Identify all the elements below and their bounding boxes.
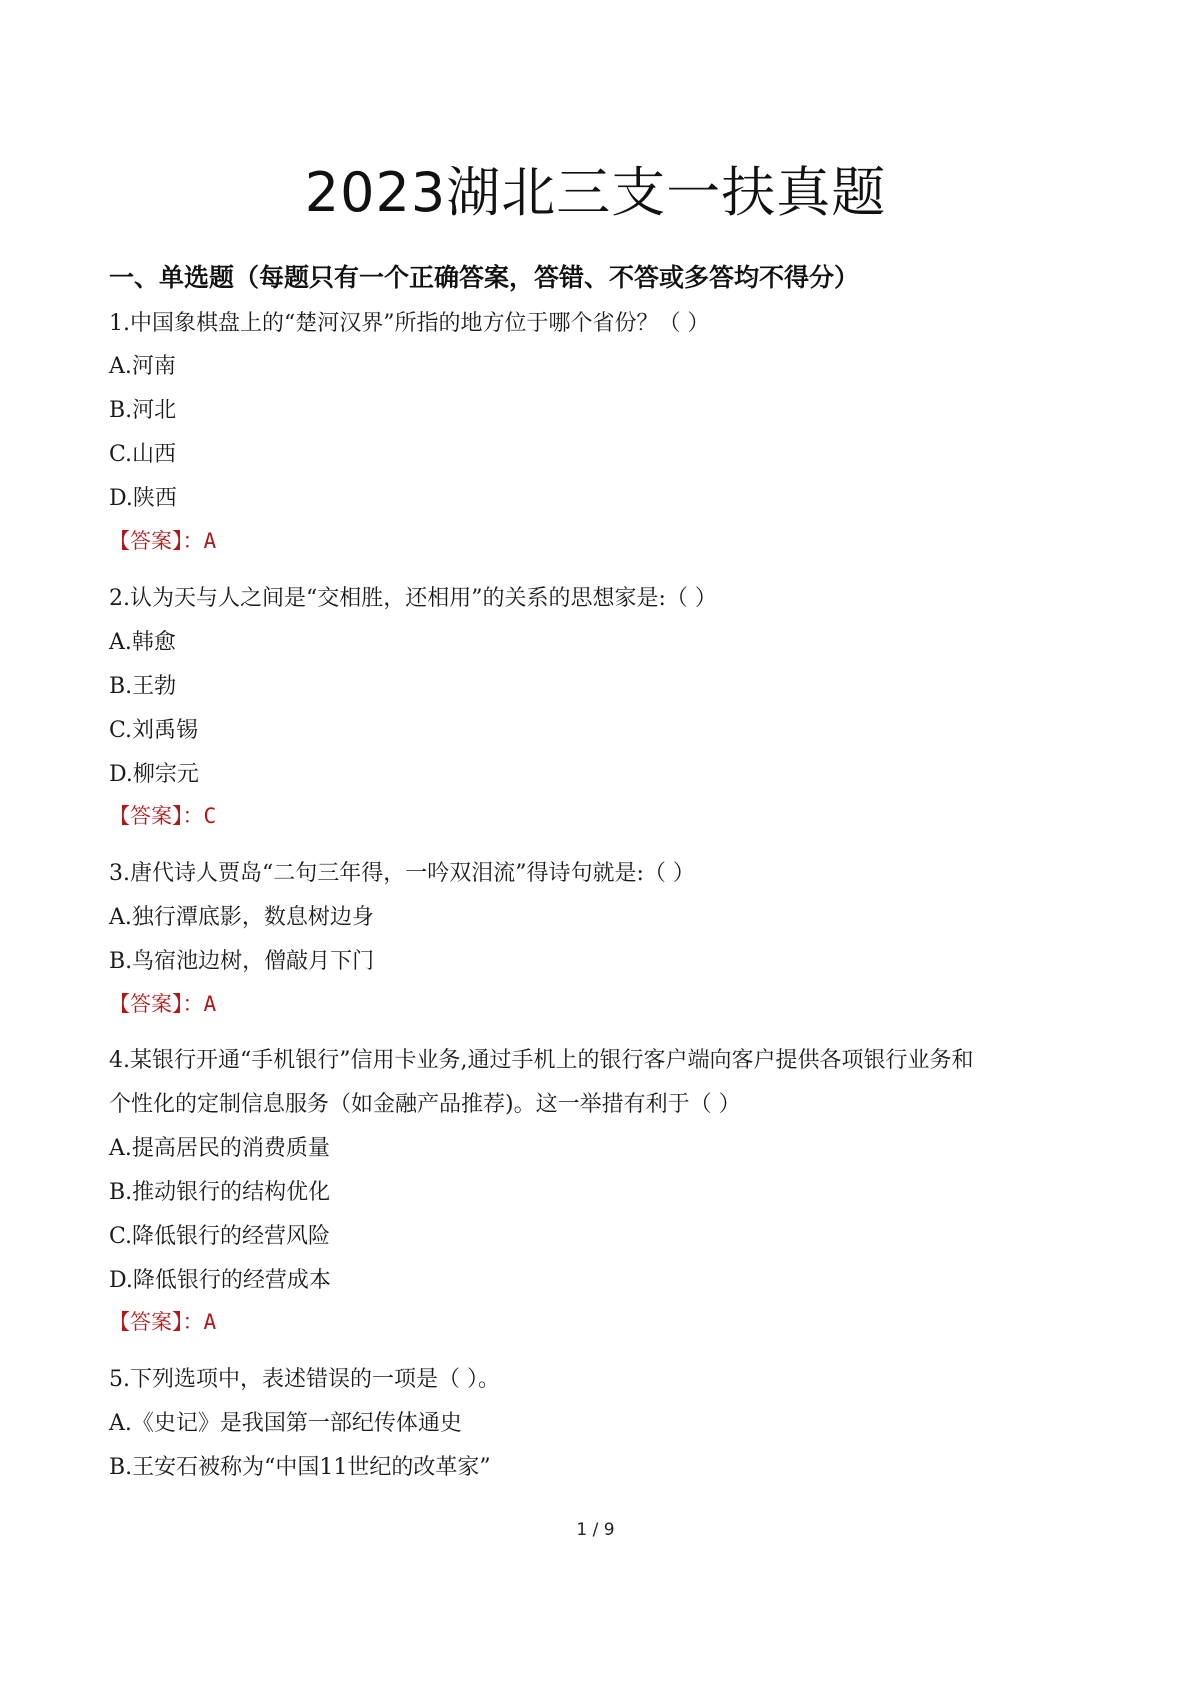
question-4-option-d: D.降低银行的经营成本 [109,1268,331,1293]
section-heading: 一、单选题（每题只有一个正确答案，答错、不答或多答均不得分） [109,263,860,292]
question-1-option-a: A.河南 [109,354,176,379]
document-title: 2023湖北三支一扶真题 [304,161,887,224]
page-indicator: 1 / 9 [576,1520,615,1540]
answer-value: A [203,529,217,553]
question-2-option-b: B.王勃 [109,674,177,699]
question-1-answer [109,525,216,555]
question-2-option-d: D.柳宗元 [109,762,199,787]
question-4-stem-line-2: 个性化的定制信息服务（如金融产品推荐)。这一举措有利于（ ） [109,1092,741,1117]
question-3-option-a: A.独行潭底影，数息树边身 [109,905,374,930]
question-2-answer [109,800,216,830]
question-2-option-a: A.韩愈 [109,630,176,655]
question-3-option-b: B.鸟宿池边树，僧敲月下门 [109,949,375,974]
answer-label: 【答案】： [109,804,204,828]
question-4-option-a: A.提高居民的消费质量 [109,1136,330,1161]
question-3-answer [109,988,216,1018]
answer-label: 【答案】： [109,1310,204,1334]
question-5-stem: 5.下列选项中，表述错误的一项是（ ）。 [109,1367,500,1392]
question-5-option-a: A.《史记》是我国第一部纪传体通史 [109,1411,462,1436]
question-1-option-c: C.山西 [109,442,177,467]
answer-value: C [203,804,217,828]
question-4-option-b: B.推动银行的结构优化 [109,1180,331,1205]
question-4-option-c: C.降低银行的经营风险 [109,1224,331,1249]
question-4-answer [109,1306,216,1336]
question-2-option-c: C.刘禹锡 [109,718,199,743]
question-1-option-b: B.河北 [109,398,177,423]
answer-value: A [203,1310,217,1334]
question-1-stem: 1.中国象棋盘上的“楚河汉界”所指的地方位于哪个省份？（ ） [109,311,710,336]
question-5-option-b: B.王安石被称为“中国11世纪的改革家” [109,1455,491,1480]
answer-label: 【答案】： [109,529,204,553]
question-3-stem: 3.唐代诗人贾岛“二句三年得，一吟双泪流”得诗句就是:（ ） [109,861,695,886]
question-4-stem-line-1: 4.某银行开通“手机银行”信用卡业务,通过手机上的银行客户端向客户提供各项银行业务和 [109,1048,974,1073]
answer-value: A [203,992,217,1016]
question-2-stem: 2.认为天与人之间是“交相胜，还相用”的关系的思想家是:（ ） [109,586,717,611]
answer-label: 【答案】： [109,992,204,1016]
question-1-option-d: D.陕西 [109,486,177,511]
